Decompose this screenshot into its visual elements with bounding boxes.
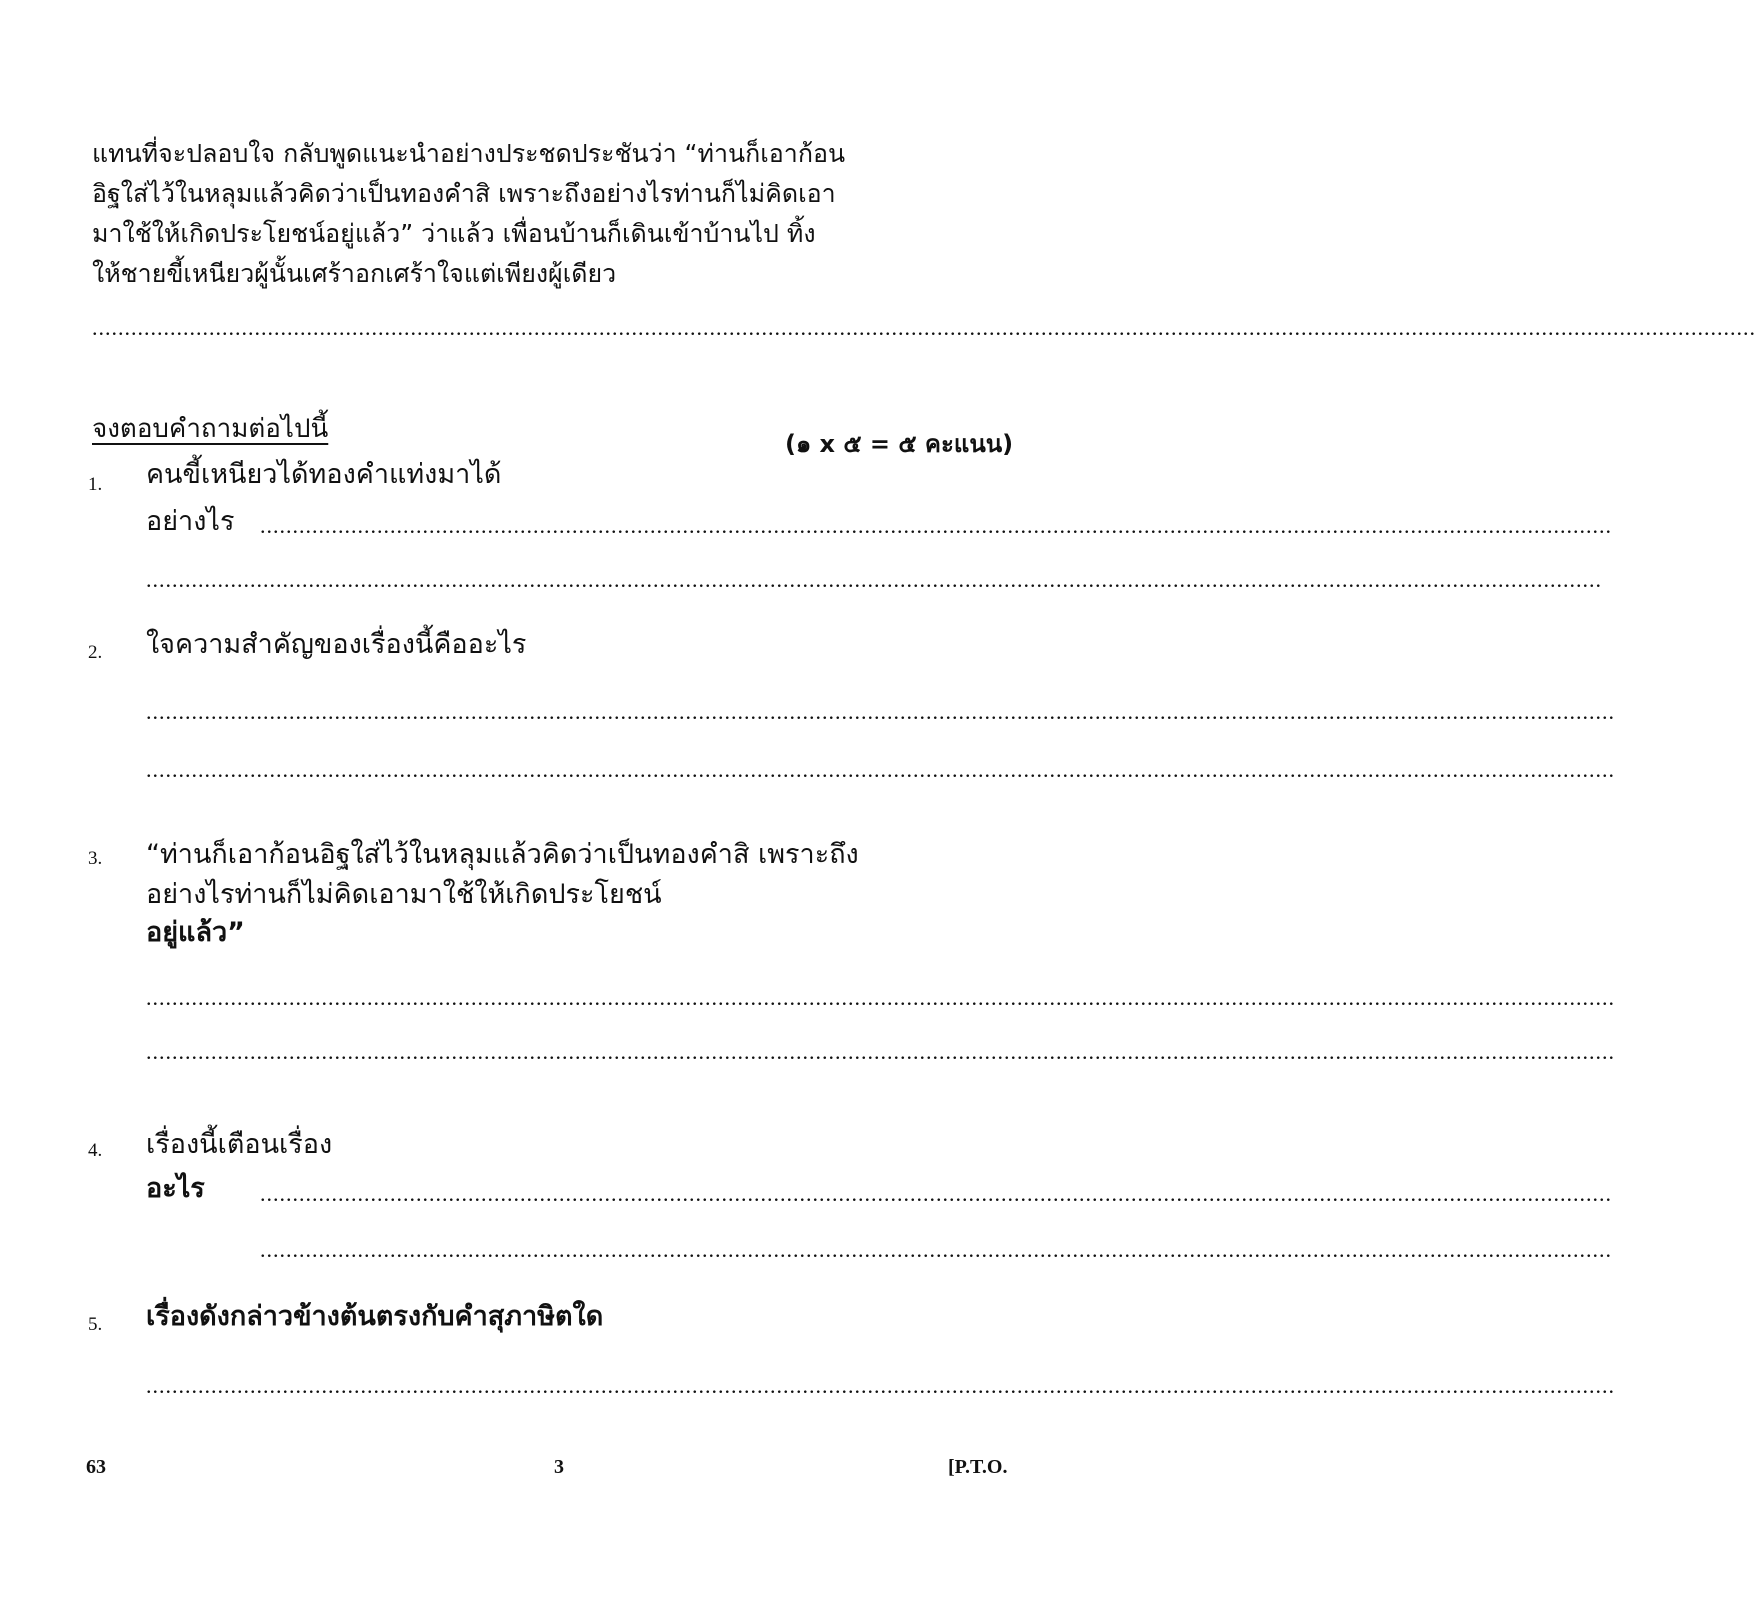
exam-code: 63 [86, 1456, 106, 1478]
passage-line-4: ให้ชายขี้เหนียวผู้นั้นเศร้าอกเศร้าใจแต่เพียงผู้เดียว [92, 259, 617, 288]
answer-line-3a[interactable]: .................................................................................................................................................................................................................................. [146, 985, 1615, 1010]
passage-line-1: แทนที่จะปลอบใจ กลับพูดแนะนำอย่างประชดประชันว่า “ท่านก็เอาก้อน [92, 139, 846, 168]
question-2-number: 2. [88, 642, 103, 663]
passage-line-3: มาใช้ให้เกิดประโยชน์อยู่แล้ว” ว่าแล้ว เพื่อนบ้านก็เดินเข้าบ้านไป ทิ้ง [92, 219, 816, 248]
answer-line-passage[interactable]: ................................................................................................................................................................................................................................................................ [92, 315, 1756, 340]
answer-line-3b[interactable]: .................................................................................................................................................................................................................................. [146, 1039, 1615, 1064]
question-1-text-cont: อย่างไร [146, 506, 235, 537]
answer-line-2a[interactable]: .................................................................................................................................................................................................................................. [146, 699, 1615, 724]
question-3-text-end: อยู่แล้ว” [146, 917, 245, 948]
question-3-text-cont: อย่างไรท่านก็ไม่คิดเอามาใช้ให้เกิดประโยชน์ [146, 879, 662, 910]
answer-line-2b[interactable]: .................................................................................................................................................................................................................................. [146, 757, 1615, 782]
passage-line-2: อิฐใส่ไว้ในหลุมแล้วคิดว่าเป็นทองคำสิ เพราะถึงอย่างไรท่านก็ไม่คิดเอา [92, 179, 836, 208]
answer-line-4b[interactable]: ................................................................................................................................................................................................................ [260, 1237, 1612, 1262]
question-4-text: เรื่องนี้เตือนเรื่อง [146, 1129, 333, 1160]
answer-line-4a[interactable]: ................................................................................................................................................................................................................ [260, 1181, 1612, 1206]
question-2-text: ใจความสำคัญของเรื่องนี้คืออะไร [146, 629, 527, 660]
section-heading: จงตอบคำถามต่อไปนี้ [92, 414, 329, 444]
passage [92, 134, 952, 294]
question-3-number: 3. [88, 848, 103, 869]
question-4-number: 4. [88, 1140, 103, 1161]
question-3-text: “ท่านก็เอาก้อนอิฐใส่ไว้ในหลุมแล้วคิดว่าเป็นทองคำสิ เพราะถึง [146, 839, 859, 870]
pto-label: [P.T.O. [948, 1456, 1008, 1478]
question-1-text: คนขี้เหนียวได้ทองคำแท่งมาได้ [146, 459, 502, 490]
question-4-text-cont: อะไร [146, 1173, 205, 1204]
question-5-number: 5. [88, 1314, 103, 1335]
question-1-number: 1. [88, 474, 103, 495]
answer-line-1a[interactable]: ................................................................................................................................................................................................................ [260, 513, 1612, 538]
marks-label: (๑ x ๕ = ๕ คะแนน) [785, 430, 1014, 458]
page-number: 3 [554, 1456, 564, 1478]
answer-line-1b[interactable]: ................................................................................................................................................................................................................................ [146, 567, 1602, 592]
question-5-text: เรื่องดังกล่าวข้างต้นตรงกับคำสุภาษิตใด [146, 1301, 604, 1332]
answer-line-5[interactable]: .................................................................................................................................................................................................................................. [146, 1373, 1615, 1398]
